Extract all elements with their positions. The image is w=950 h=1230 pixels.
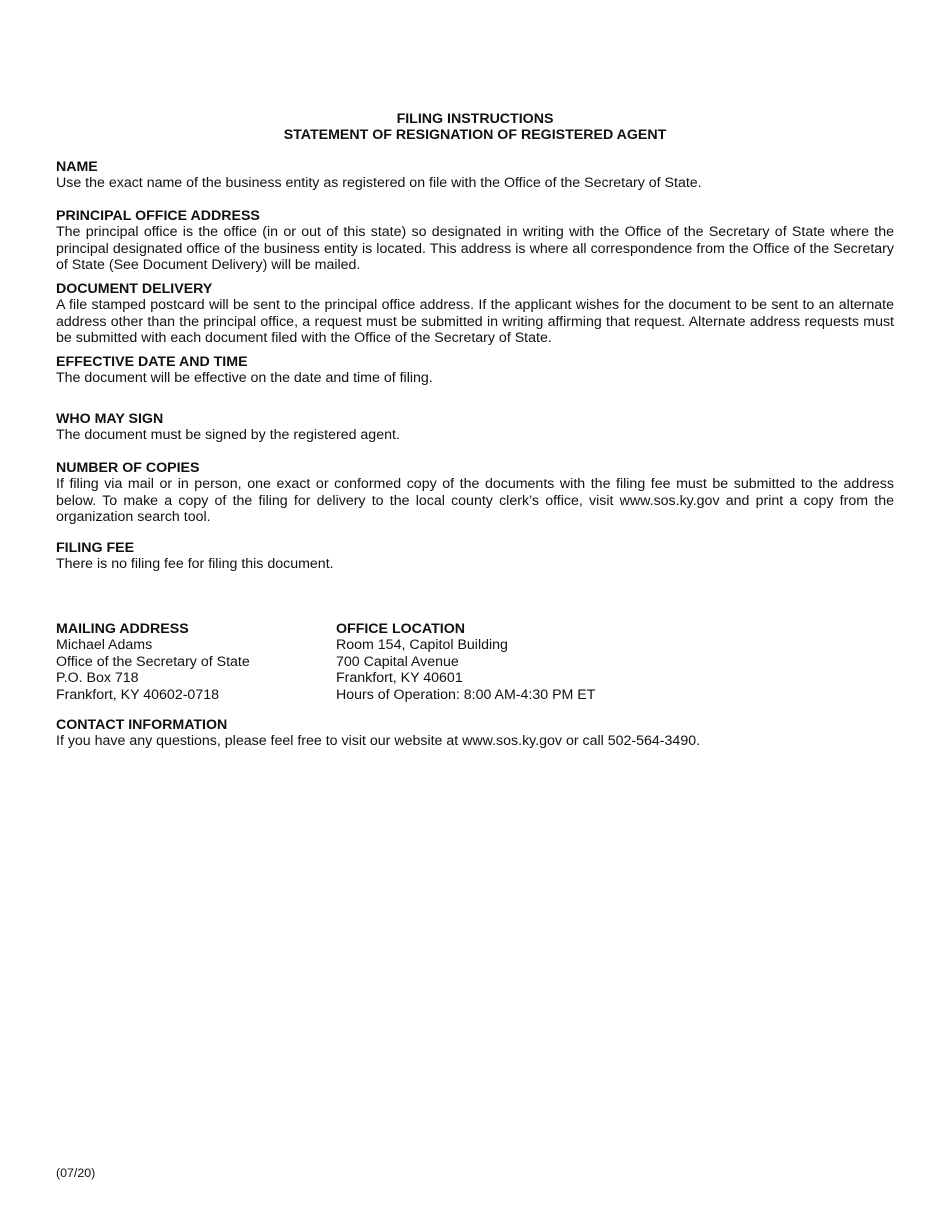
office-location	[336, 621, 595, 703]
section-heading: DOCUMENT DELIVERY	[56, 281, 213, 297]
section-heading: WHO MAY SIGN	[56, 411, 164, 427]
section-document-delivery	[56, 281, 894, 347]
mailing-address-heading: MAILING ADDRESS	[56, 621, 189, 637]
section-text: Use the exact name of the business entity as registered on file with the Office of the Secretary of State.	[56, 175, 702, 192]
office-location-line: 700 Capital Avenue	[336, 653, 459, 670]
office-location-heading: OFFICE LOCATION	[336, 621, 465, 637]
page-title-line-2: STATEMENT OF RESIGNATION OF REGISTERED AGENT	[283, 127, 667, 144]
section-name	[56, 159, 894, 192]
page-title-line-1: FILING INSTRUCTIONS	[396, 111, 554, 127]
section-principal-office-address	[56, 208, 894, 274]
section-text: The document will be effective on the date and time of filing.	[56, 370, 433, 387]
section-text: A file stamped postcard will be sent to the principal office address. If the applicant wishes for the document to be sent to an alternate address other than the principal office, a request must be submitted in writing affirming that request. Alternate address requests must be submitted with each document filed with the Office of the Secretary of State.	[56, 297, 894, 347]
mailing-address-line: Office of the Secretary of State	[56, 653, 250, 670]
section-effective-date	[56, 354, 894, 387]
section-heading: CONTACT INFORMATION	[56, 717, 228, 733]
section-text: If filing via mail or in person, one exact or conformed copy of the documents with the filing fee must be submitted to the address below. To make a copy of the filing for delivery to the local county clerk’s office, visit www.sos.ky.gov and print a copy from the organization search tool.	[56, 476, 894, 526]
section-contact-information	[56, 717, 894, 750]
page-title	[0, 111, 950, 144]
section-heading: PRINCIPAL OFFICE ADDRESS	[56, 208, 260, 224]
section-who-may-sign	[56, 411, 894, 444]
section-number-of-copies	[56, 460, 894, 526]
revision-code: (07/20)	[56, 1166, 96, 1180]
section-text: The document must be signed by the registered agent.	[56, 427, 400, 444]
section-heading: NAME	[56, 159, 98, 175]
mailing-address-line: Frankfort, KY 40602-0718	[56, 686, 219, 703]
mailing-address-line: P.O. Box 718	[56, 670, 139, 687]
section-heading: NUMBER OF COPIES	[56, 460, 200, 476]
section-heading: FILING FEE	[56, 540, 135, 556]
mailing-address	[56, 621, 250, 703]
section-heading: EFFECTIVE DATE AND TIME	[56, 354, 248, 370]
office-location-line: Frankfort, KY 40601	[336, 670, 463, 687]
section-filing-fee	[56, 540, 894, 573]
section-text: There is no filing fee for filing this document.	[56, 556, 334, 573]
section-text: The principal office is the office (in or out of this state) so designated in writing with the Office of the Secretary of State where the principal designated office of the business entity is located. This address is where all correspondence from the Office of the Secretary of State (See Document Delivery) will be mailed.	[56, 224, 894, 274]
section-text: If you have any questions, please feel free to visit our website at www.sos.ky.gov or call 502-564-3490.	[56, 733, 701, 750]
office-location-line: Room 154, Capitol Building	[336, 637, 508, 654]
mailing-address-line: Michael Adams	[56, 637, 153, 654]
office-location-line: Hours of Operation: 8:00 AM-4:30 PM ET	[336, 686, 596, 703]
